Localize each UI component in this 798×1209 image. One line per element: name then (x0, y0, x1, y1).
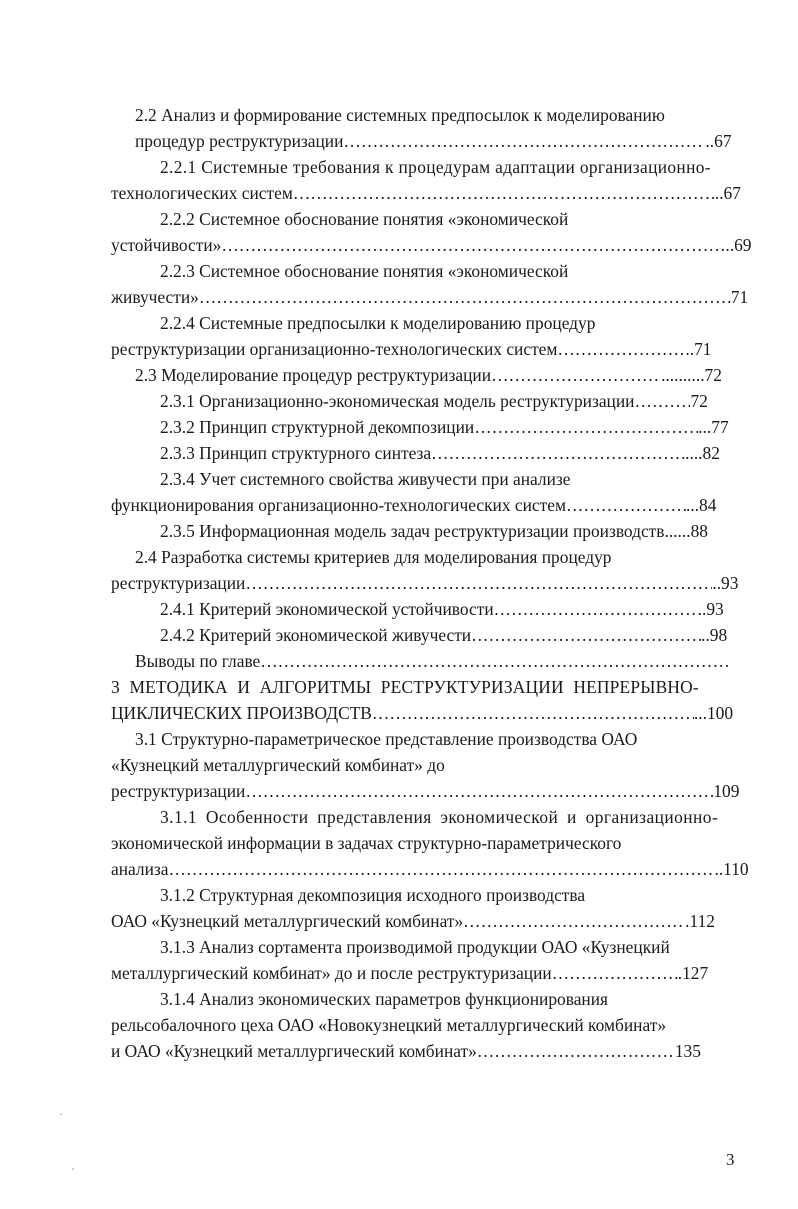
dot-leader (199, 285, 731, 309)
toc-page: ..93 (697, 599, 724, 619)
toc-entry-2-2-4 (111, 337, 711, 361)
dot-leader (260, 649, 730, 673)
toc-page: ......88 (664, 521, 708, 541)
toc-text: экономической информации в задачах структурно-параметрического (111, 833, 622, 853)
dot-leader (471, 623, 701, 647)
toc-text: 2.2.2 Системное обоснование понятия «экономической (160, 209, 569, 229)
toc-page: ...77 (698, 417, 729, 437)
toc-text: устойчивости» (111, 235, 222, 255)
toc-text: 3.1.3 Анализ сортамента производимой продукции ОАО «Кузнецкий (160, 937, 670, 957)
toc-page: ..98 (701, 625, 728, 645)
toc-entry-2-2 (135, 129, 732, 153)
toc-text: 2.2.3 Системное обоснование понятия «экономической (160, 261, 569, 281)
toc-page: 109 (713, 781, 740, 801)
toc-page: ..93 (712, 573, 739, 593)
toc-text: «Кузнецкий металлургический комбинат» до (111, 755, 445, 775)
toc-text: реструктуризации организационно-технологических систем (111, 339, 558, 359)
toc-text: реструктуризации (111, 573, 246, 593)
toc-entry-3-1-subtitle (111, 753, 445, 777)
toc-text: 2.3.1 Организационно-экономическая модель реструктуризации (160, 391, 635, 411)
toc-page: .127 (677, 963, 709, 983)
toc-entry-3-1-3-title (160, 935, 670, 959)
toc-entry-2-3-4-title (160, 467, 570, 491)
toc-text: 2.3 Моделирование процедур реструктуризации (135, 365, 492, 385)
toc-entry-3-1-4-title (160, 987, 608, 1011)
toc-entry-3-1-1-title (160, 805, 718, 829)
toc-text: 2.4 Разработка системы критериев для моделирования процедур (135, 547, 612, 567)
toc-text: 2.3.5 Информационная модель задач реструктуризации производств (160, 521, 665, 541)
toc-page: .112 (685, 911, 715, 931)
toc-text: 3.1.4 Анализ экономических параметров функционирования (160, 989, 609, 1009)
dot-leader (477, 1039, 675, 1063)
toc-text: 2.2.1 Системные требования к процедурам адаптации организационно- (160, 157, 711, 177)
toc-entry-2-2-4-title (160, 311, 595, 335)
toc-entry-2-2-1 (111, 181, 741, 205)
toc-entry-2-4-title (135, 545, 611, 569)
scan-speck (72, 1168, 74, 1170)
dot-leader (372, 701, 694, 725)
toc-entry-2-3-3 (160, 441, 720, 465)
toc-text: 3.1.1 Особенности представления экономической и организационно- (160, 807, 719, 827)
toc-text: 2.3.3 Принцип структурного синтеза (160, 443, 432, 463)
scan-speck (60, 1113, 62, 1115)
toc-entry-2-3 (135, 363, 722, 387)
toc-page: ..........72 (661, 365, 722, 385)
toc-text: ОАО «Кузнецкий металлургический комбинат» (111, 911, 464, 931)
dot-leader (566, 493, 686, 517)
toc-text: 3.1 Структурно-параметрическое представление производства ОАО (135, 729, 638, 749)
toc-entry-3-1-1-subtitle (111, 831, 621, 855)
toc-page: ...100 (693, 703, 734, 723)
dot-leader (557, 337, 685, 361)
toc-text: 3.1.2 Структурная декомпозиция исходного производства (160, 885, 586, 905)
toc-entry-chapter-3-title (111, 675, 699, 699)
toc-text: Выводы по главе (135, 651, 261, 671)
toc-entry-3-1 (111, 779, 739, 803)
toc-text: функционирования организационно-технологических систем (111, 495, 566, 515)
toc-entry-3-1-2-title (160, 883, 585, 907)
toc-page: ....82 (685, 443, 720, 463)
toc-text: 3 МЕТОДИКА И АЛГОРИТМЫ РЕСТРУКТУРИЗАЦИИ НЕПРЕРЫВНО- (111, 677, 699, 697)
toc-page: ..71 (685, 339, 712, 359)
page-number: 3 (726, 1150, 735, 1169)
toc-text: 2.2.4 Системные предпосылки к моделированию процедур (160, 313, 596, 333)
dot-leader (431, 441, 685, 465)
toc-text: ЦИКЛИЧЕСКИХ ПРОИЗВОДСТВ (111, 703, 372, 723)
dot-leader (491, 363, 661, 387)
toc-entry-2-3-1 (160, 389, 708, 413)
toc-text: рельсобалочного цеха ОАО «Новокузнецкий металлургический комбинат» (111, 1015, 667, 1035)
toc-entry-3-1-2 (111, 909, 715, 933)
dot-leader (293, 181, 715, 205)
dot-leader (552, 961, 678, 985)
toc-entry-2-4-1 (160, 597, 724, 621)
toc-entry-2-4 (111, 571, 738, 595)
dot-leader (494, 597, 698, 621)
toc-text: металлургический комбинат» до и после реструктуризации (111, 963, 552, 983)
toc-page: 72 (690, 391, 708, 411)
toc-page: ..69 (725, 235, 752, 255)
dot-leader (168, 857, 714, 881)
toc-entry-2-2-2-title (160, 207, 568, 231)
toc-page: ..110 (714, 859, 749, 879)
toc-entry-2-2-3-title (160, 259, 568, 283)
toc-entry-3-1-3 (111, 961, 708, 985)
toc-text: 2.3.2 Принцип структурной декомпозиции (160, 417, 475, 437)
dot-leader (245, 779, 713, 803)
toc-entry-3-1-4 (111, 1039, 701, 1063)
toc-text: 2.4.2 Критерий экономической живучести (160, 625, 472, 645)
toc-text: 2.4.1 Критерий экономической устойчивости (160, 599, 494, 619)
toc-entry-2-2-2 (111, 233, 751, 257)
toc-text: процедур реструктуризации (135, 131, 344, 151)
toc-text: и ОАО «Кузнецкий металлургический комбинат» (111, 1041, 477, 1061)
toc-text: анализа (111, 859, 169, 879)
toc-entry-2-2-title (135, 103, 665, 127)
toc-entry-2-4-2 (160, 623, 727, 647)
toc-entry-2-3-4 (111, 493, 716, 517)
toc-entry-2-2-3 (111, 285, 748, 309)
dot-leader (245, 571, 712, 595)
dot-leader (463, 909, 685, 933)
toc-text: технологических систем (111, 183, 293, 203)
toc-page: ..67 (705, 131, 732, 151)
toc-text: реструктуризации (111, 781, 246, 801)
dot-leader (474, 415, 698, 439)
toc-page: 135 (674, 1041, 701, 1061)
toc-page: ...84 (685, 495, 717, 515)
toc-entry-3-1-1 (111, 857, 749, 881)
toc-entry-2-2-1-title (160, 155, 711, 179)
toc-entry-3-1-4-subtitle (111, 1013, 666, 1037)
toc-page: ..67 (714, 183, 741, 203)
toc-entry-3-1-title (135, 727, 637, 751)
toc-entry-2-3-5 (160, 519, 708, 543)
toc-text: живучести» (111, 287, 199, 307)
dot-leader (221, 233, 725, 257)
toc-text: 2.3.4 Учет системного свойства живучести при анализе (160, 469, 571, 489)
toc-entry-2-3-2 (160, 415, 729, 439)
toc-page: 71 (730, 287, 749, 307)
dot-leader (343, 129, 705, 153)
toc-text: 2.2 Анализ и формирование системных предпосылок к моделированию (135, 105, 665, 125)
dot-leader (634, 389, 690, 413)
toc-entry-chapter-3 (111, 701, 733, 725)
toc-entry-conclusions (135, 649, 730, 673)
